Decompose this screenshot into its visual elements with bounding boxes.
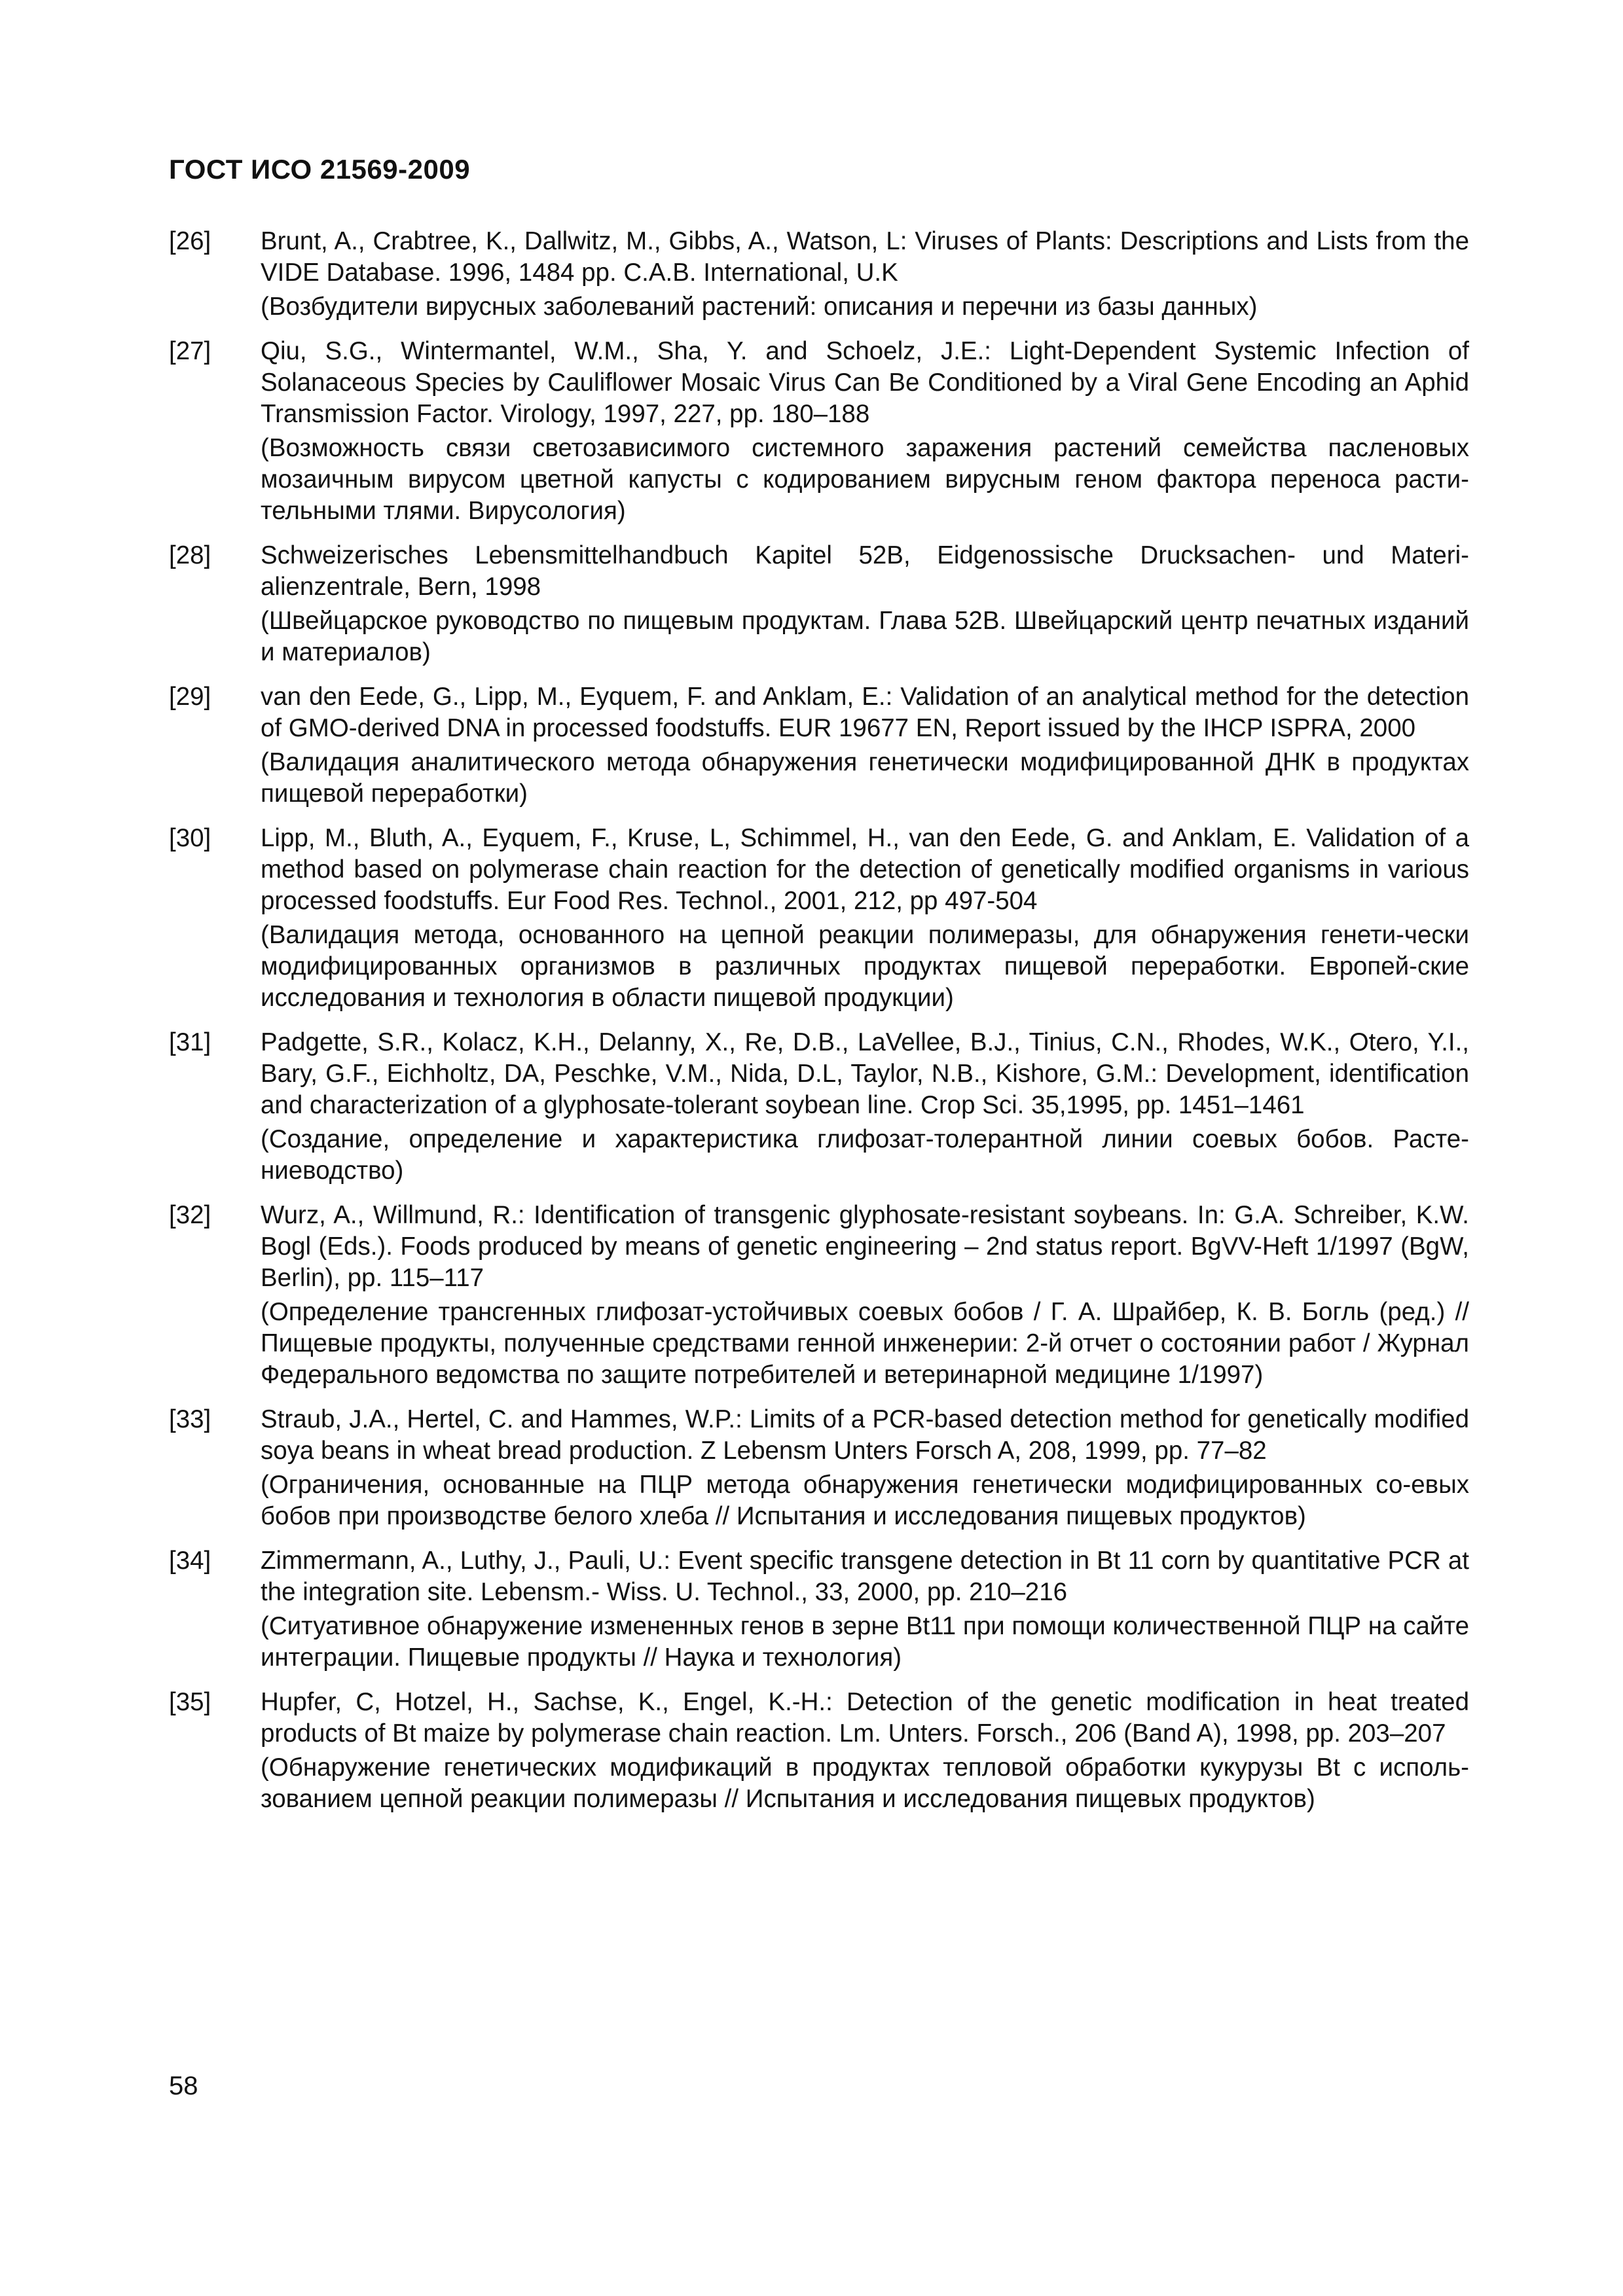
reference-item-34 xyxy=(169,1545,1469,1674)
reference-number: [34] xyxy=(169,1547,211,1575)
reference-translation: (Валидация метода, основанного на цепной реакции полимеразы, для обнаружения генети-чески модифицированных организмов в различных продуктах пищевой переработки. Европей-ские исследования и технология в области пищевой продукции) xyxy=(261,921,1469,1012)
reference-item-27 xyxy=(169,336,1469,527)
reference-number: [35] xyxy=(169,1688,211,1716)
reference-translation: (Определение трансгенных глифозат-устойчивых соевых бобов / Г. А. Шрайбер, К. В. Богль (ред.) // Пищевые продукты, полученные средствами генной инженерии: 2-й отчет о состоянии работ / Журнал Федерального ведомства по защите потребителей и ветеринарной медицине 1/1997) xyxy=(261,1298,1469,1389)
reference-citation: Straub, J.A., Hertel, C. and Hammes, W.P.: Limits of a PCR-based detection method for genetically modified soya beans in wheat bread production. Z Lebensm Unters Forsch A, 208, 1999, pp. 77–82 xyxy=(261,1405,1469,1465)
reference-translation: (Создание, определение и характеристика глифозат-толерантной линии соевых бобов. Расте-ниеводство) xyxy=(261,1125,1469,1185)
reference-body xyxy=(261,823,1469,1014)
reference-body xyxy=(261,540,1469,668)
reference-body xyxy=(261,1687,1469,1815)
reference-body xyxy=(261,1200,1469,1391)
page-number: 58 xyxy=(169,2072,198,2100)
reference-number: [30] xyxy=(169,824,211,852)
bibliography-list xyxy=(169,226,1469,1828)
reference-number: [28] xyxy=(169,541,211,569)
reference-citation: Zimmermann, A., Luthy, J., Pauli, U.: Event specific transgene detection in Bt 11 corn by quantitative PCR at the integration site. Lebensm.- Wiss. U. Technol., 33, 2000, pp. 210–216 xyxy=(261,1547,1469,1606)
reference-citation: Brunt, A., Crabtree, K., Dallwitz, M., Gibbs, A., Watson, L: Viruses of Plants: Descriptions and Lists from the VIDE Database. 1996, 1484 pp. C.A.B. International, U.K xyxy=(261,227,1469,287)
reference-citation: Padgette, S.R., Kolacz, K.H., Delanny, X., Re, D.B., LaVellee, B.J., Tinius, C.N., Rhodes, W.K., Otero, Y.I., Bary, G.F., Eichholtz, DA, Peschke, V.M., Nida, D.L, Taylor, N.B., Kishore, G.M.: Development, identification and characterization of a glyphosate-tolerant soybean line. Crop Sci. 35,1995, pp. 1451–1461 xyxy=(261,1028,1469,1119)
reference-translation: (Возбудители вирусных заболеваний растений: описания и перечни из базы данных) xyxy=(261,293,1258,321)
reference-body xyxy=(261,1404,1469,1532)
reference-item-28 xyxy=(169,540,1469,668)
reference-translation: (Ограничения, основанные на ПЦР метода обнаружения генетически модифицированных со-евых бобов при производстве белого хлеба // Испытания и исследования пищевых продуктов) xyxy=(261,1471,1469,1530)
reference-number: [33] xyxy=(169,1405,211,1433)
reference-body xyxy=(261,226,1469,323)
reference-citation: Schweizerisches Lebensmittelhandbuch Kapitel 52B, Eidgenossische Drucksachen- und Materi-alienzentrale, Bern, 1998 xyxy=(261,541,1469,601)
reference-citation: Hupfer, C, Hotzel, H., Sachse, K., Engel, K.-H.: Detection of the genetic modification in heat treated products of Bt maize by polymerase chain reaction. Lm. Unters. Forsch., 206 (Band A), 1998, pp. 203–207 xyxy=(261,1688,1469,1748)
reference-translation: (Возможность связи светозависимого системного заражения растений семейства пасленовых мозаичным вирусом цветной капусты с кодированием вирусным геном фактора переноса расти-тельными тлями. Вирусология) xyxy=(261,434,1469,525)
reference-translation: (Обнаружение генетических модификаций в продуктах тепловой обработки кукурузы Bt с исполь-зованием цепной реакции полимеразы // Испытания и исследования пищевых продуктов) xyxy=(261,1753,1469,1813)
reference-body xyxy=(261,1027,1469,1187)
reference-number: [26] xyxy=(169,227,211,255)
document-header: ГОСТ ИСО 21569-2009 xyxy=(169,154,471,185)
reference-item-35 xyxy=(169,1687,1469,1815)
reference-citation: Wurz, A., Willmund, R.: Identification of transgenic glyphosate-resistant soybeans. In: G.A. Schreiber, K.W. Bogl (Eds.). Foods produced by means of genetic engineering – 2nd status report. BgVV-Heft 1/1997 (BgW, Berlin), pp. 115–117 xyxy=(261,1201,1469,1292)
reference-citation: van den Eede, G., Lipp, M., Eyquem, F. and Anklam, E.: Validation of an analytical method for the detection of GMO-derived DNA in processed foodstuffs. EUR 19677 EN, Report issued by the IHCP ISPRA, 2000 xyxy=(261,683,1469,742)
reference-item-26 xyxy=(169,226,1469,323)
reference-item-32 xyxy=(169,1200,1469,1391)
reference-item-31 xyxy=(169,1027,1469,1187)
reference-citation: Lipp, M., Bluth, A., Eyquem, F., Kruse, L, Schimmel, H., van den Eede, G. and Anklam, E. Validation of a method based on polymerase chain reaction for the detection of genetically modified organisms in various processed foodstuffs. Eur Food Res. Technol., 2001, 212, pp 497-504 xyxy=(261,824,1469,915)
reference-item-33 xyxy=(169,1404,1469,1532)
reference-translation: (Валидация аналитического метода обнаружения генетически модифицированной ДНК в продуктах пищевой переработки) xyxy=(261,748,1469,808)
reference-body xyxy=(261,336,1469,527)
reference-body xyxy=(261,681,1469,810)
reference-number: [29] xyxy=(169,683,211,711)
reference-item-30 xyxy=(169,823,1469,1014)
reference-number: [27] xyxy=(169,337,211,365)
reference-translation: (Ситуативное обнаружение измененных генов в зерне Bt11 при помощи количественной ПЦР на сайте интеграции. Пищевые продукты // Наука и технология) xyxy=(261,1612,1469,1672)
reference-translation: (Швейцарское руководство по пищевым продуктам. Глава 52B. Швейцарский центр печатных изданий и материалов) xyxy=(261,607,1469,666)
reference-number: [31] xyxy=(169,1028,211,1056)
reference-citation: Qiu, S.G., Wintermantel, W.M., Sha, Y. and Schoelz, J.E.: Light-Dependent Systemic Infection of Solanaceous Species by Cauliflower Mosaic Virus Can Be Conditioned by a Viral Gene Encoding an Aphid Transmission Factor. Virology, 1997, 227, pp. 180–188 xyxy=(261,337,1469,428)
reference-body xyxy=(261,1545,1469,1674)
reference-number: [32] xyxy=(169,1201,211,1229)
reference-item-29 xyxy=(169,681,1469,810)
